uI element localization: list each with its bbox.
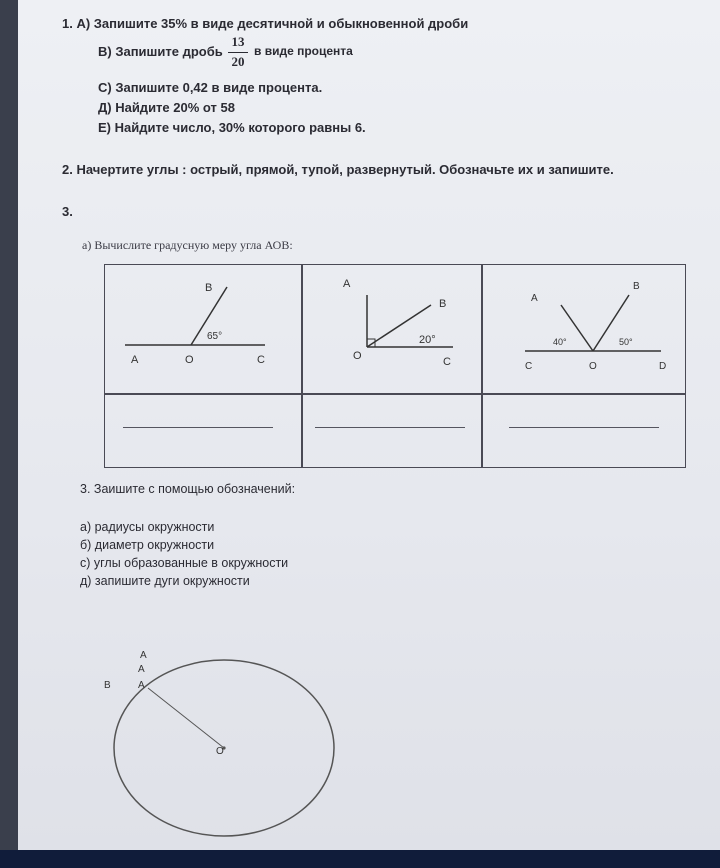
- task3-subtitle: а) Вычислите градусную меру угла АОВ:: [82, 238, 293, 252]
- fig3-label-a: A: [531, 293, 538, 304]
- task1-b-text: В) Запишите дробь: [98, 44, 223, 59]
- task3b-title: 3. Заишите с помощью обозначений:: [80, 482, 296, 496]
- fig3-label-c: C: [525, 361, 533, 372]
- worksheet-page: [18, 0, 720, 850]
- circle-label-a-mid: A: [138, 664, 145, 675]
- task3b-item-1: а) радиусы окружности: [80, 520, 215, 534]
- circle-figure: [78, 630, 398, 840]
- fig1-label-o: O: [185, 354, 194, 366]
- fig2-label-c: C: [443, 356, 451, 368]
- fig3-angle-right: 50°: [619, 337, 633, 347]
- task1-e: Е) Найдите число, 30% которого равны 6.: [98, 120, 366, 135]
- circle-label-o: O: [216, 746, 224, 757]
- task2: 2. Начертите углы : острый, прямой, тупой, развернутый. Обозначьте их и запишите.: [62, 162, 614, 177]
- circle-label-b: B: [104, 680, 111, 691]
- task1-d: Д) Найдите 20% от 58: [98, 100, 235, 115]
- circle-label-a-low: A: [138, 680, 145, 691]
- figure-angles-40-50: [483, 265, 683, 393]
- fig1-angle-value: 65°: [207, 331, 223, 342]
- figure-angle-20: [303, 265, 481, 393]
- answer-line-3: [509, 427, 659, 428]
- task3b-item-3: с) углы образованные в окружности: [80, 556, 289, 570]
- fig2-label-b: B: [439, 298, 447, 310]
- table-row-divider: [105, 393, 685, 395]
- task1-c: С) Запишите 0,42 в виде процента.: [98, 80, 323, 95]
- fraction-bar: [228, 52, 248, 53]
- task1-a: 1. А) Запишите 35% в виде десятичной и обыкновенной дроби: [62, 16, 469, 31]
- bottom-edge-bar: [0, 850, 720, 868]
- fraction-numerator: 13: [231, 34, 245, 49]
- fig1-label-c: C: [257, 354, 265, 366]
- task3-number: 3.: [62, 204, 73, 219]
- fig2-label-o: O: [353, 350, 362, 362]
- fig2-angle-value: 20°: [419, 334, 436, 346]
- fig3-angle-left: 40°: [553, 337, 567, 347]
- fig2-label-a: A: [343, 278, 351, 290]
- fig1-label-a: A: [131, 354, 139, 366]
- fig3-label-o: O: [589, 361, 597, 372]
- task3b-item-4: д) запишите дуги окружности: [80, 574, 250, 588]
- figure-angle-65: [105, 265, 301, 393]
- answer-line-1: [123, 427, 273, 428]
- task3b-item-2: б) диаметр окружности: [80, 538, 215, 552]
- fig3-label-d: D: [659, 361, 667, 372]
- figures-table: [104, 264, 686, 468]
- fig3-label-b: B: [633, 281, 640, 292]
- answer-line-2: [315, 427, 465, 428]
- task1-b-after: в виде процента: [254, 44, 353, 58]
- fig1-label-b: B: [205, 282, 213, 294]
- circle-label-a-top: A: [140, 650, 147, 661]
- fraction-denominator: 20: [231, 54, 245, 69]
